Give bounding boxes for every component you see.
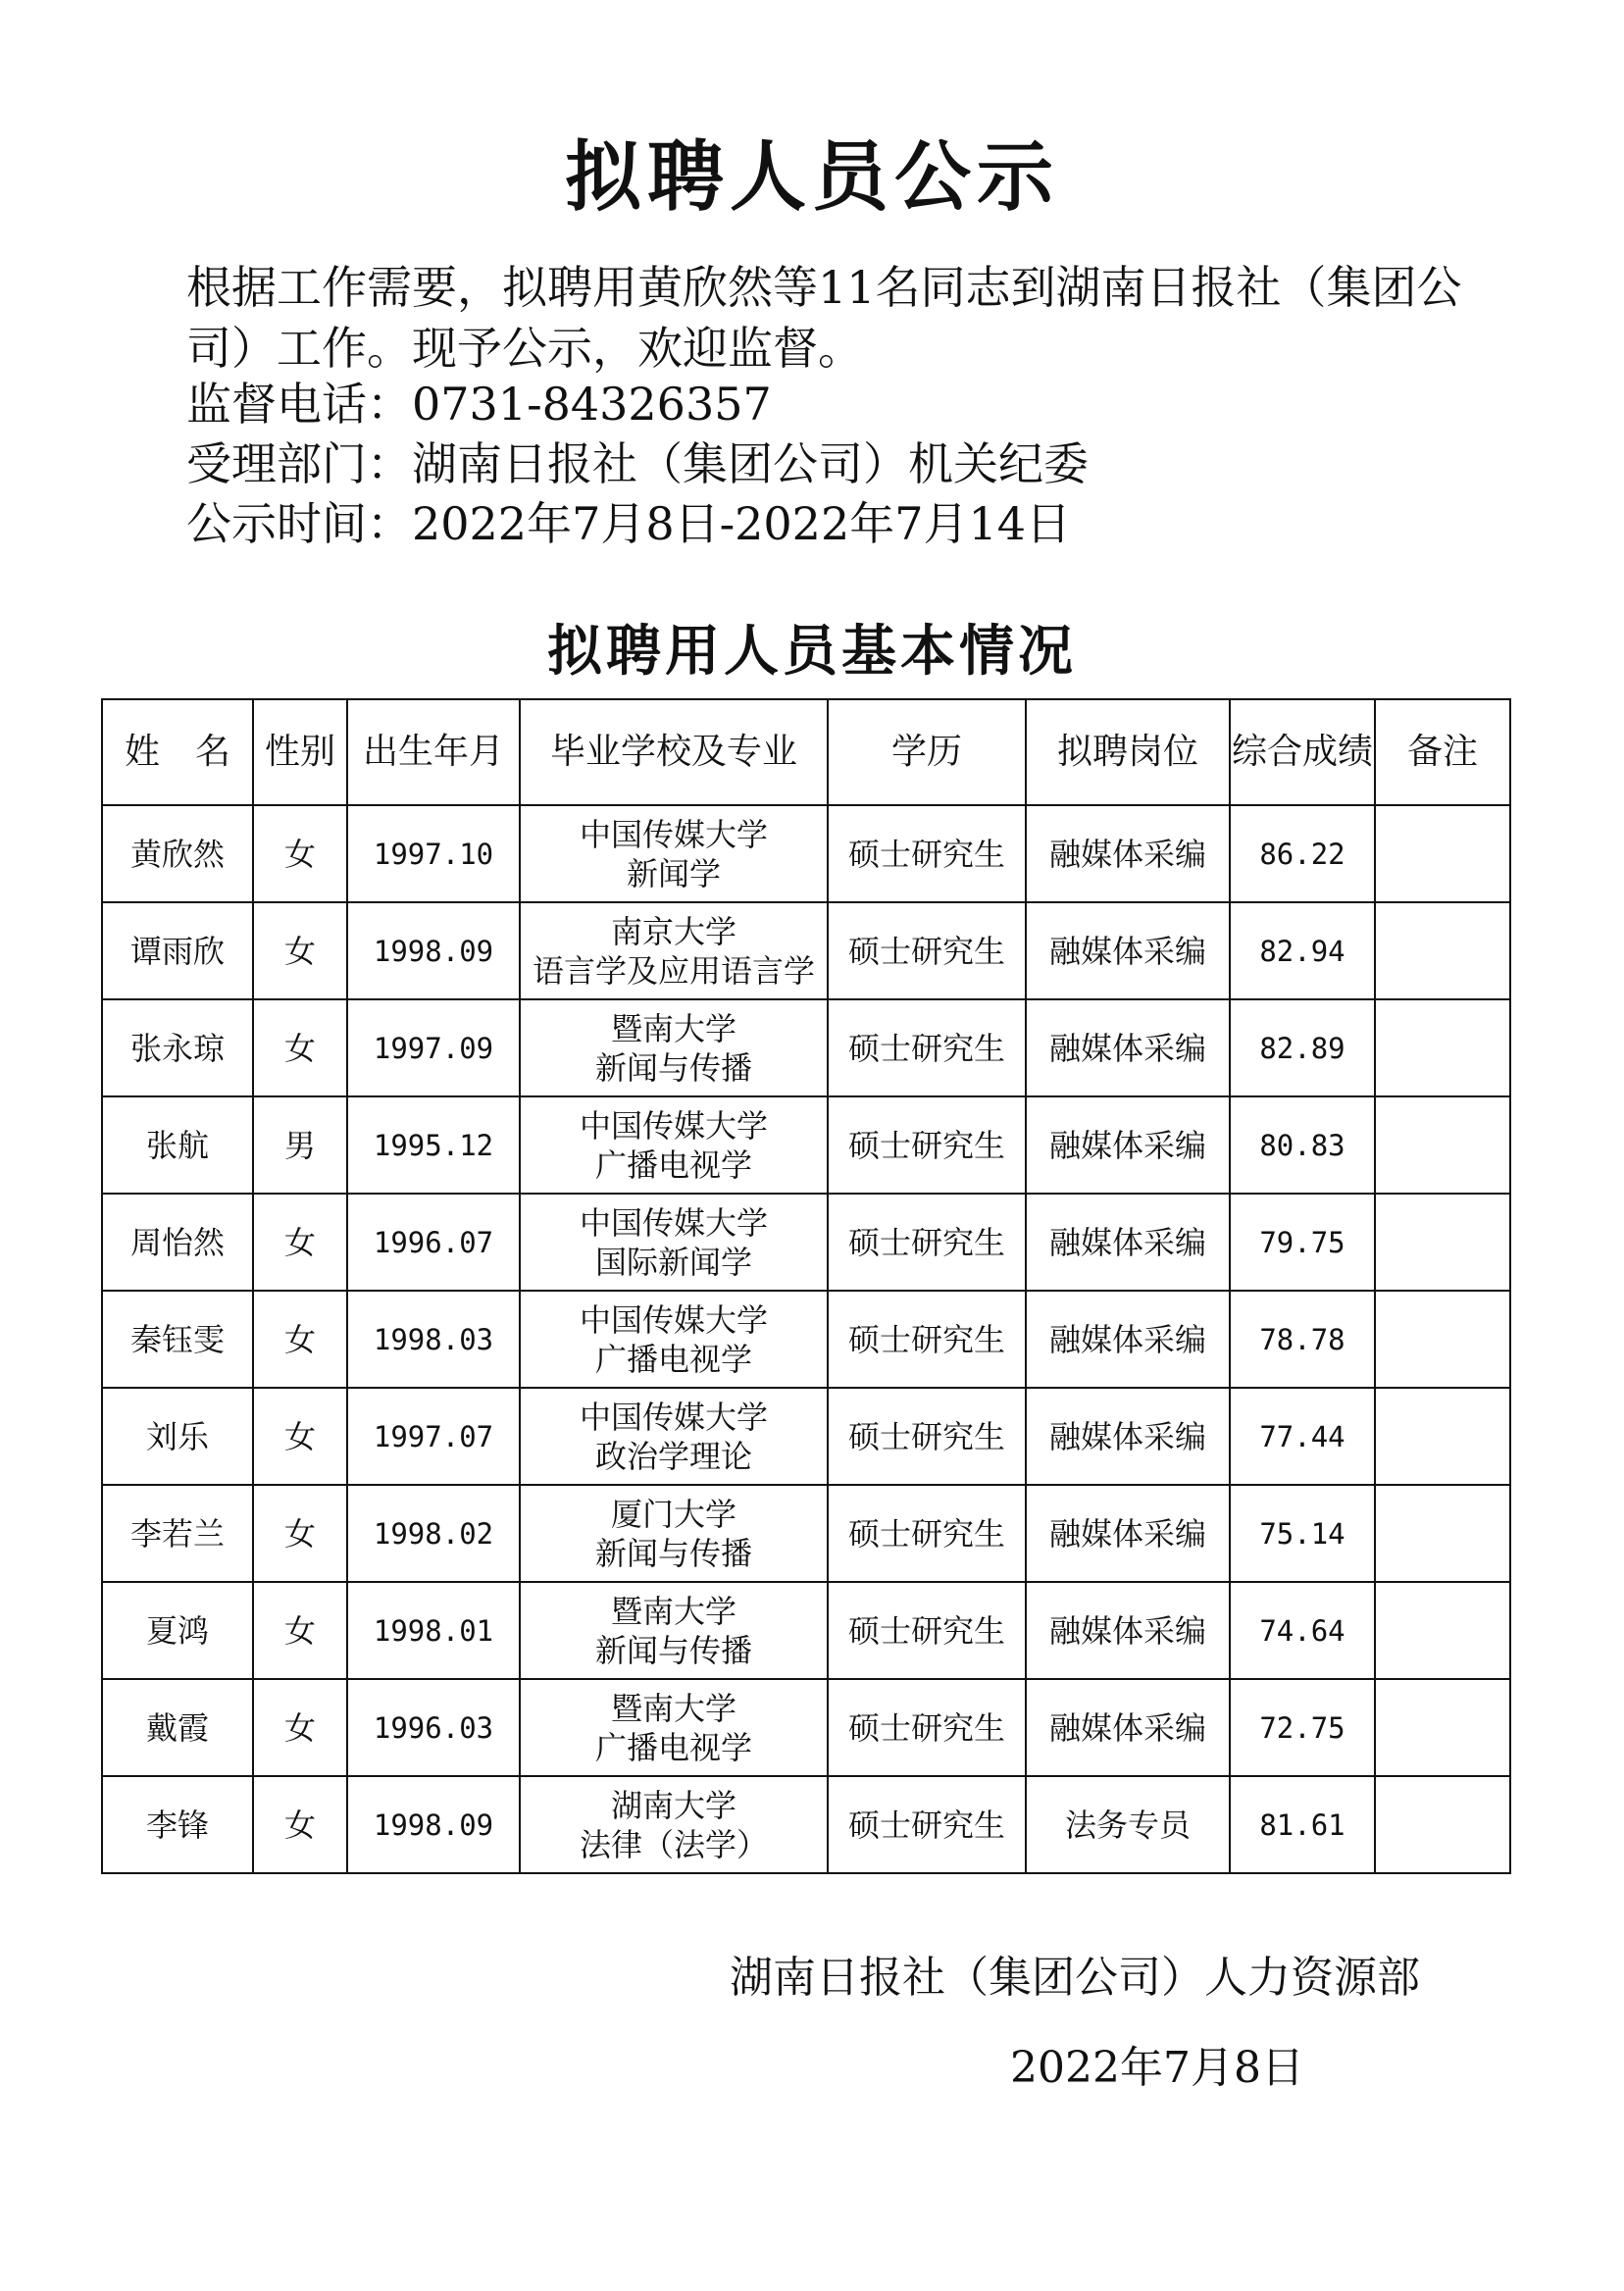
cell-note bbox=[1375, 1776, 1510, 1873]
dept-line bbox=[186, 434, 1089, 493]
cell-birth: 1997.09 bbox=[347, 999, 520, 1096]
cell-note bbox=[1375, 1096, 1510, 1194]
school-name: 南京大学 bbox=[610, 912, 736, 950]
cell-school bbox=[520, 1582, 828, 1679]
school-major: 新闻与传播 bbox=[594, 1534, 752, 1572]
table-row bbox=[102, 805, 1510, 902]
school-name: 中国传媒大学 bbox=[579, 1203, 768, 1242]
cell-note bbox=[1375, 1582, 1510, 1679]
header-position: 拟聘岗位 bbox=[1026, 699, 1230, 805]
school-name: 暨南大学 bbox=[610, 1592, 736, 1630]
table-row bbox=[102, 1096, 1510, 1194]
school-major: 新闻学 bbox=[626, 854, 721, 892]
cell-birth: 1998.01 bbox=[347, 1582, 520, 1679]
cell-degree: 硕士研究生 bbox=[828, 999, 1026, 1096]
cell-note bbox=[1375, 999, 1510, 1096]
cell-birth: 1998.02 bbox=[347, 1485, 520, 1582]
header-school: 毕业学校及专业 bbox=[520, 699, 828, 805]
phone-label: 监督电话： bbox=[186, 378, 412, 431]
cell-school bbox=[520, 999, 828, 1096]
phone-value: 0731-84326357 bbox=[412, 378, 772, 431]
cell-name: 谭雨欣 bbox=[102, 902, 253, 999]
cell-note bbox=[1375, 1194, 1510, 1291]
cell-position: 融媒体采编 bbox=[1026, 1485, 1230, 1582]
cell-birth: 1998.09 bbox=[347, 1776, 520, 1873]
cell-degree: 硕士研究生 bbox=[828, 1485, 1026, 1582]
cell-school bbox=[520, 1291, 828, 1388]
header-score: 综合成绩 bbox=[1230, 699, 1375, 805]
cell-school bbox=[520, 1776, 828, 1873]
cell-degree: 硕士研究生 bbox=[828, 1776, 1026, 1873]
cell-gender: 女 bbox=[253, 805, 347, 902]
cell-position: 融媒体采编 bbox=[1026, 999, 1230, 1096]
cell-note bbox=[1375, 805, 1510, 902]
cell-gender: 女 bbox=[253, 1388, 347, 1485]
cell-birth: 1996.07 bbox=[347, 1194, 520, 1291]
school-name: 中国传媒大学 bbox=[579, 1106, 768, 1145]
cell-score: 80.83 bbox=[1230, 1096, 1375, 1194]
cell-note bbox=[1375, 1291, 1510, 1388]
cell-position: 融媒体采编 bbox=[1026, 1679, 1230, 1776]
school-major: 语言学及应用语言学 bbox=[532, 951, 815, 990]
cell-name: 周怡然 bbox=[102, 1194, 253, 1291]
school-major: 广播电视学 bbox=[594, 1728, 752, 1766]
cell-degree: 硕士研究生 bbox=[828, 1582, 1026, 1679]
time-value: 2022年7月8日-2022年7月14日 bbox=[412, 497, 1072, 550]
header-name: 姓 名 bbox=[102, 699, 253, 805]
cell-gender: 女 bbox=[253, 1194, 347, 1291]
school-major: 国际新闻学 bbox=[594, 1243, 752, 1281]
cell-school bbox=[520, 1096, 828, 1194]
intro-text: 根据工作需要，拟聘用黄欣然等11名同志到湖南日报社（集团公司）工作。现予公示，欢迎监督。 bbox=[186, 261, 1462, 375]
cell-name: 李若兰 bbox=[102, 1485, 253, 1582]
cell-birth: 1998.09 bbox=[347, 902, 520, 999]
cell-birth: 1996.03 bbox=[347, 1679, 520, 1776]
cell-score: 78.78 bbox=[1230, 1291, 1375, 1388]
cell-score: 82.94 bbox=[1230, 902, 1375, 999]
cell-score: 72.75 bbox=[1230, 1679, 1375, 1776]
cell-school bbox=[520, 1485, 828, 1582]
cell-gender: 女 bbox=[253, 1679, 347, 1776]
cell-note bbox=[1375, 1388, 1510, 1485]
footer-date: 2022年7月8日 bbox=[1010, 2043, 1304, 2093]
header-degree: 学历 bbox=[828, 699, 1026, 805]
cell-degree: 硕士研究生 bbox=[828, 1096, 1026, 1194]
cell-degree: 硕士研究生 bbox=[828, 1679, 1026, 1776]
cell-school bbox=[520, 902, 828, 999]
table-row bbox=[102, 999, 1510, 1096]
school-name: 中国传媒大学 bbox=[579, 1398, 768, 1436]
time-label: 公示时间： bbox=[186, 497, 412, 550]
cell-school bbox=[520, 1679, 828, 1776]
cell-name: 刘乐 bbox=[102, 1388, 253, 1485]
school-name: 暨南大学 bbox=[610, 1009, 736, 1047]
school-name: 中国传媒大学 bbox=[579, 815, 768, 853]
cell-degree: 硕士研究生 bbox=[828, 902, 1026, 999]
school-major: 法律（法学） bbox=[579, 1825, 768, 1863]
cell-name: 秦钰雯 bbox=[102, 1291, 253, 1388]
header-note: 备注 bbox=[1375, 699, 1510, 805]
table-row bbox=[102, 1194, 1510, 1291]
candidate-table bbox=[101, 698, 1511, 1874]
cell-gender: 女 bbox=[253, 1776, 347, 1873]
cell-score: 79.75 bbox=[1230, 1194, 1375, 1291]
table-row bbox=[102, 1485, 1510, 1582]
cell-note bbox=[1375, 1679, 1510, 1776]
cell-gender: 女 bbox=[253, 1291, 347, 1388]
cell-degree: 硕士研究生 bbox=[828, 1388, 1026, 1485]
cell-school bbox=[520, 1388, 828, 1485]
cell-score: 82.89 bbox=[1230, 999, 1375, 1096]
footer-organization: 湖南日报社（集团公司）人力资源部 bbox=[730, 1953, 1420, 2003]
cell-score: 81.61 bbox=[1230, 1776, 1375, 1873]
school-name: 厦门大学 bbox=[610, 1495, 736, 1533]
cell-gender: 女 bbox=[253, 902, 347, 999]
cell-degree: 硕士研究生 bbox=[828, 805, 1026, 902]
table-row bbox=[102, 1679, 1510, 1776]
cell-birth: 1997.07 bbox=[347, 1388, 520, 1485]
header-gender: 性别 bbox=[253, 699, 347, 805]
table-header-row bbox=[102, 699, 1510, 805]
cell-birth: 1995.12 bbox=[347, 1096, 520, 1194]
cell-score: 74.64 bbox=[1230, 1582, 1375, 1679]
cell-school bbox=[520, 805, 828, 902]
cell-name: 张航 bbox=[102, 1096, 253, 1194]
cell-position: 融媒体采编 bbox=[1026, 1194, 1230, 1291]
cell-position: 融媒体采编 bbox=[1026, 1291, 1230, 1388]
table-row bbox=[102, 1291, 1510, 1388]
dept-label: 受理部门： bbox=[186, 437, 412, 490]
cell-name: 黄欣然 bbox=[102, 805, 253, 902]
table-title: 拟聘用人员基本情况 bbox=[547, 619, 1077, 684]
school-major: 广播电视学 bbox=[594, 1340, 752, 1378]
cell-position: 法务专员 bbox=[1026, 1776, 1230, 1873]
cell-name: 戴霞 bbox=[102, 1679, 253, 1776]
cell-position: 融媒体采编 bbox=[1026, 902, 1230, 999]
cell-position: 融媒体采编 bbox=[1026, 1582, 1230, 1679]
school-major: 广播电视学 bbox=[594, 1146, 752, 1184]
school-name: 湖南大学 bbox=[610, 1786, 736, 1824]
cell-birth: 1998.03 bbox=[347, 1291, 520, 1388]
school-major: 政治学理论 bbox=[594, 1437, 752, 1475]
table-row bbox=[102, 1776, 1510, 1873]
cell-position: 融媒体采编 bbox=[1026, 805, 1230, 902]
header-birth: 出生年月 bbox=[347, 699, 520, 805]
cell-name: 张永琼 bbox=[102, 999, 253, 1096]
cell-note bbox=[1375, 1485, 1510, 1582]
cell-note bbox=[1375, 902, 1510, 999]
cell-name: 李锋 bbox=[102, 1776, 253, 1873]
school-major: 新闻与传播 bbox=[594, 1631, 752, 1669]
cell-position: 融媒体采编 bbox=[1026, 1388, 1230, 1485]
table-row bbox=[102, 1388, 1510, 1485]
page-title: 拟聘人员公示 bbox=[564, 132, 1059, 222]
cell-score: 75.14 bbox=[1230, 1485, 1375, 1582]
table-row bbox=[102, 902, 1510, 999]
cell-gender: 女 bbox=[253, 1582, 347, 1679]
dept-value: 湖南日报社（集团公司）机关纪委 bbox=[412, 437, 1089, 490]
cell-birth: 1997.10 bbox=[347, 805, 520, 902]
table-row bbox=[102, 1582, 1510, 1679]
intro-paragraph bbox=[110, 257, 1502, 379]
cell-school bbox=[520, 1194, 828, 1291]
cell-position: 融媒体采编 bbox=[1026, 1096, 1230, 1194]
school-name: 中国传媒大学 bbox=[579, 1300, 768, 1339]
cell-gender: 男 bbox=[253, 1096, 347, 1194]
cell-degree: 硕士研究生 bbox=[828, 1291, 1026, 1388]
cell-gender: 女 bbox=[253, 1485, 347, 1582]
cell-degree: 硕士研究生 bbox=[828, 1194, 1026, 1291]
time-line bbox=[186, 494, 1071, 553]
cell-gender: 女 bbox=[253, 999, 347, 1096]
cell-score: 77.44 bbox=[1230, 1388, 1375, 1485]
cell-score: 86.22 bbox=[1230, 805, 1375, 902]
school-major: 新闻与传播 bbox=[594, 1048, 752, 1087]
cell-name: 夏鸿 bbox=[102, 1582, 253, 1679]
school-name: 暨南大学 bbox=[610, 1689, 736, 1727]
phone-line bbox=[186, 375, 772, 433]
